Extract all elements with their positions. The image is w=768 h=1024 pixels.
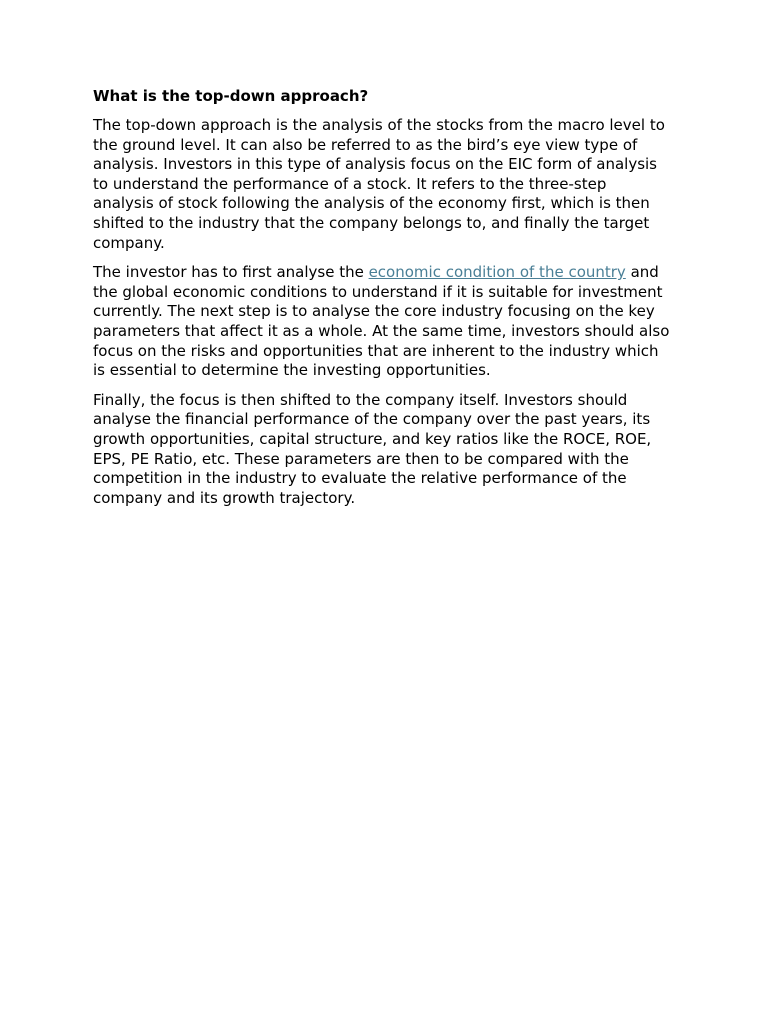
paragraph-economy: [93, 263, 671, 381]
paragraph-intro: The top-down approach is the analysis of the stocks from the macro level to the ground level. It can also be referred to as the bird’s eye view type of analysis. Investors in this type of analysis focus on the EIC form of analysis to understand the performance of a stock. It refers to the three-step analysis of stock following the analysis of the economy first, which is then shifted to the industry that the company belongs to, and finally the target company.: [93, 116, 665, 252]
paragraph-economy-text-after: and the global economic conditions to understand if it is suitable for investment currently. The next step is to analyse the core industry focusing on the key parameters that affect it as a whole. At the same time, investors should also focus on the risks and opportunities that are inherent to the industry which is essential to determine the investing opportunities.: [93, 263, 670, 380]
economic-condition-link[interactable]: economic condition of the country: [368, 263, 626, 282]
paragraph-company: Finally, the focus is then shifted to the company itself. Investors should analyse the financial performance of the company over the past years, its growth opportunities, capital structure, and key ratios like the ROCE, ROE, EPS, PE Ratio, etc. These parameters are then to be compared with the competition in the industry to evaluate the relative performance of the company and its growth trajectory.: [93, 390, 652, 507]
section-heading: What is the top-down approach?: [93, 87, 369, 105]
paragraph-economy-text-before: The investor has to first analyse the: [93, 263, 369, 282]
document-body: [93, 86, 671, 518]
